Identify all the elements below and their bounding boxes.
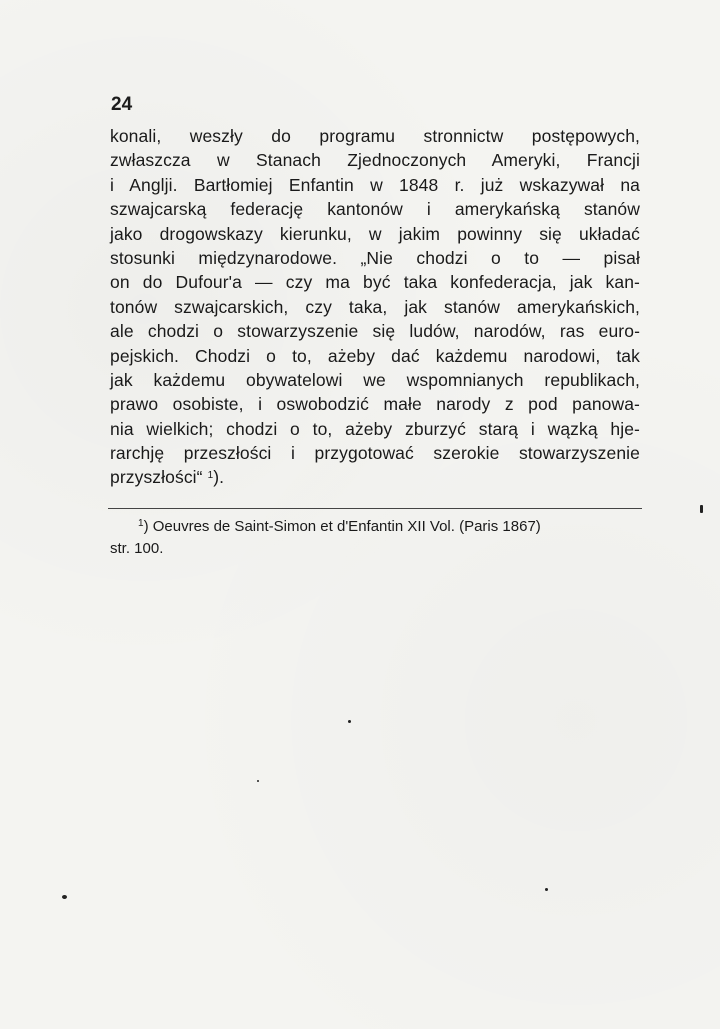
footnote-line-2: str. 100. [110, 540, 164, 557]
text-line: zwłaszcza w Stanach Zjednoczonych Ameryki, Francji [110, 150, 640, 171]
scan-speck [700, 505, 703, 513]
text-line: rarchję przeszłości i przygotować szerokie stowarzyszenie [110, 443, 640, 464]
footnote-text: ) Oeuvres de Saint-Simon et d'Enfantin XII Vol. (Paris 1867) [143, 518, 541, 535]
page-number: 24 [111, 94, 133, 115]
last-line-end: ). [213, 467, 225, 488]
text-line: on do Dufour'a — czy ma być taka konfederacja, jak kan- [110, 272, 640, 293]
scan-speck [62, 895, 67, 899]
text-line: jak każdemu obywatelowi we wspomnianych republikach, [110, 369, 640, 390]
body-paragraph [110, 124, 640, 490]
text-line: jako drogowskazy kierunku, w jakim powinny się układać [110, 223, 640, 244]
text-line: nia wielkich; chodzi o to, ażeby zburzyć starą i wązką hje- [110, 418, 640, 439]
text-line: i Anglji. Bartłomiej Enfantin w 1848 r. już wskazywał na [110, 174, 640, 195]
footnote-line-1 [110, 516, 640, 538]
last-line-text: przyszłości“ [110, 467, 203, 488]
footnote-marker: 1 [138, 518, 144, 529]
text-line: szwajcarską federację kantonów i amerykańską stanów [110, 199, 640, 220]
text-line: ale chodzi o stowarzyszenie się ludów, narodów, ras euro- [110, 321, 640, 342]
scan-speck [348, 720, 351, 723]
scan-speck [257, 780, 259, 782]
footnote-divider [108, 508, 642, 509]
footnote-reference: 1 [207, 470, 214, 482]
text-line: stosunki międzynarodowe. „Nie chodzi o to — pisał [110, 247, 640, 268]
text-line: tonów szwajcarskich, czy taka, jak stanów amerykańskich, [110, 296, 640, 317]
text-line: pejskich. Chodzi o to, ażeby dać każdemu narodowi, tak [110, 345, 640, 366]
footnote [110, 516, 640, 560]
text-line: konali, weszły do programu stronnictw postępowych, [110, 126, 640, 146]
scan-speck [545, 888, 548, 891]
text-line-last [110, 465, 640, 489]
text-line: prawo osobiste, i oswobodzić małe narody z pod panowa- [110, 394, 640, 415]
